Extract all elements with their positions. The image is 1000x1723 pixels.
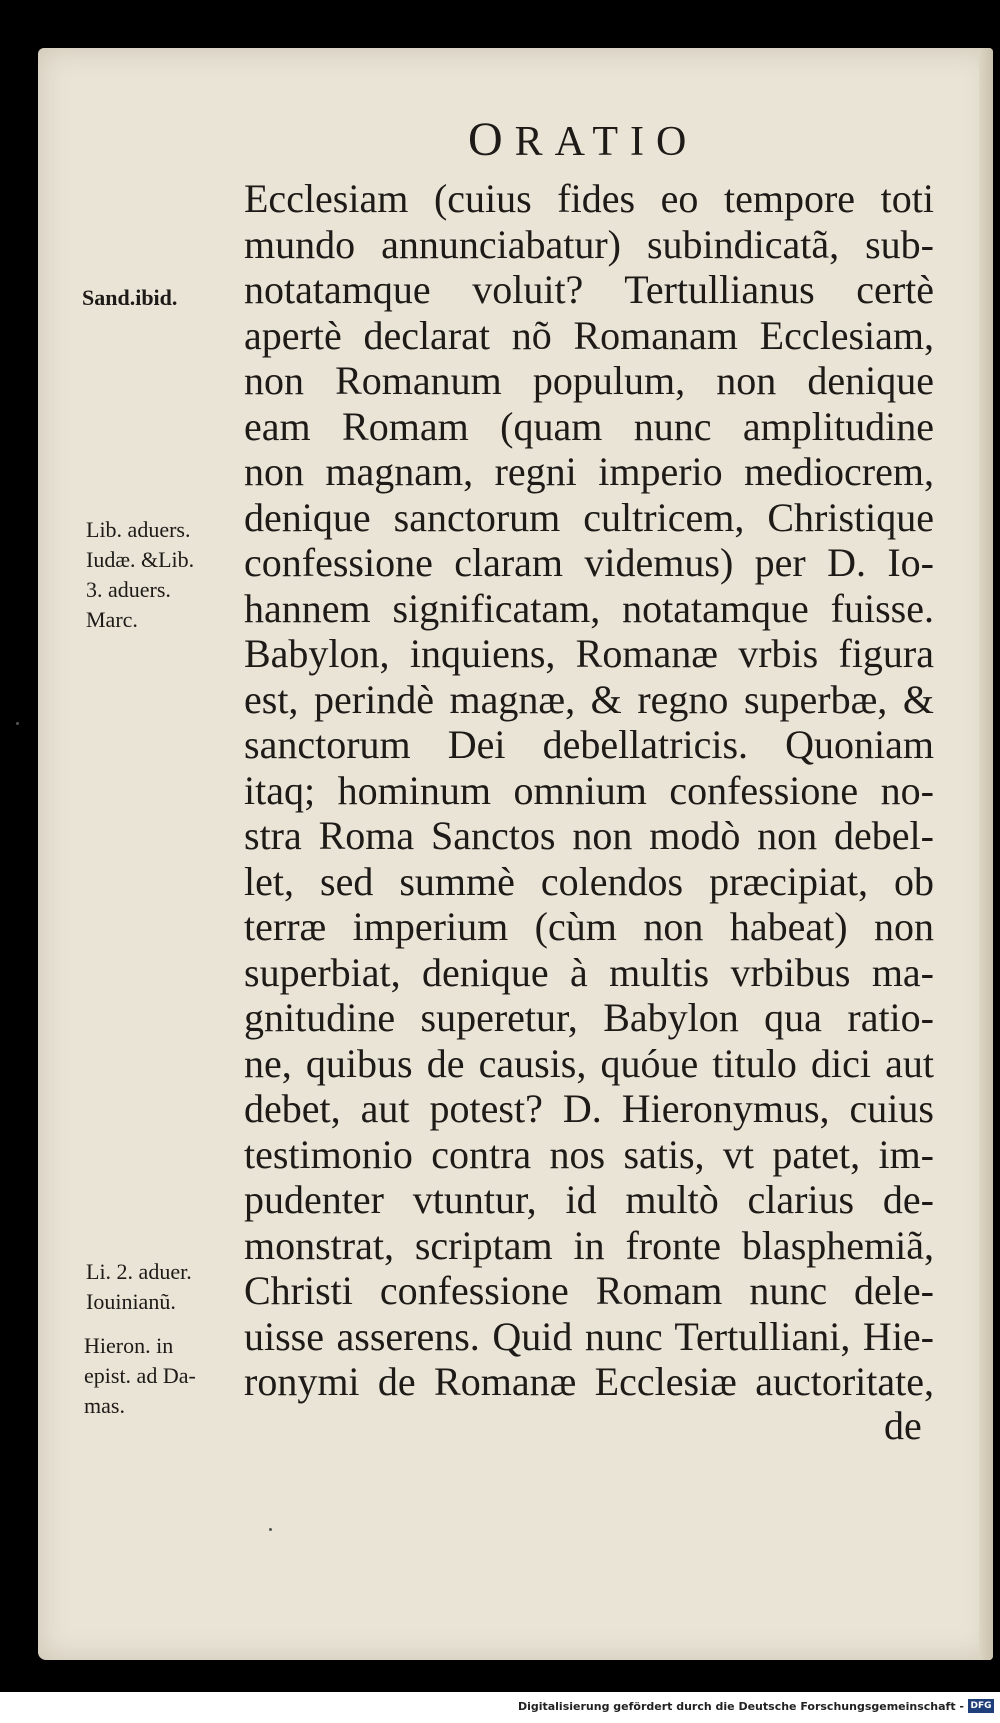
text-line: mundo annunciabatur) subindicatã, sub- — [244, 221, 934, 267]
text-line: let, sed summè colendos præcipiat, ob — [244, 858, 934, 904]
text-line: ronymi de Romanæ Ecclesiæ auctoritate, — [244, 1359, 934, 1404]
text-line: Ecclesiam (cuius fides eo tempore toti — [244, 176, 934, 221]
dfg-logo: DFG — [968, 1699, 994, 1713]
text-line: gnitudine superetur, Babylon qua ratio- — [244, 995, 934, 1040]
margin-note-hieron — [84, 1331, 196, 1421]
text-line: superbiat, denique à multis vrbibus ma- — [244, 949, 934, 995]
margin-note-line: Sand.ibid. — [82, 285, 178, 310]
ink-speck — [16, 722, 19, 725]
margin-note-line: Lib. aduers. — [86, 517, 191, 542]
margin-note-line: Hieron. in — [84, 1333, 174, 1358]
text-line: pudenter vtuntur, id multò clarius de- — [244, 1177, 934, 1222]
text-line: notatamque voluit? Tertullianus certè — [244, 267, 934, 312]
margin-note-line: Li. 2. aduer. — [86, 1259, 192, 1284]
text-line: stra Roma Sanctos non modò non debel- — [244, 813, 934, 858]
body-text — [244, 176, 934, 1405]
text-line: Christi confessione Romam nunc dele- — [244, 1268, 934, 1313]
text-line: monstrat, scriptam in fronte blasphemiã, — [244, 1222, 934, 1268]
text-line: confessione claram videmus) per D. Io- — [244, 540, 934, 585]
text-line: hannem significatam, notatamque fuisse. — [244, 585, 934, 631]
margin-note-line: Iouinianũ. — [86, 1289, 176, 1314]
funding-credit: Digitalisierung gefördert durch die Deutsche Forschungsgemeinschaft - — [517, 1700, 964, 1713]
text-line: uisse asserens. Quid nunc Tertulliani, Hie- — [244, 1313, 934, 1359]
text-line: sanctorum Dei debellatricis. Quoniam — [244, 722, 934, 767]
margin-note-iouinianum — [86, 1257, 192, 1317]
margin-note-lib-aduers — [86, 515, 194, 635]
running-head-rest: RATIO — [514, 119, 699, 165]
margin-note-line: Marc. — [86, 607, 138, 632]
text-line: Babylon, inquiens, Romanæ vrbis figura — [244, 631, 934, 676]
text-line: terræ imperium (cùm non habeat) non — [244, 904, 934, 949]
text-line: testimonio contra nos satis, vt patet, im- — [244, 1131, 934, 1177]
text-line: non magnam, regni imperio mediocrem, — [244, 449, 934, 494]
text-line: ne, quibus de causis, quóue titulo dici aut — [244, 1040, 934, 1086]
margin-note-line: epist. ad Da- — [84, 1363, 196, 1388]
margin-note-sand — [82, 283, 177, 313]
margin-note-line: Iudæ. &Lib. — [86, 547, 195, 572]
margin-note-line: mas. — [84, 1393, 125, 1418]
running-head-initial: O — [468, 113, 515, 166]
text-line: non Romanum populum, non denique — [244, 358, 934, 403]
running-head — [468, 112, 698, 167]
text-line: eam Romam (quam nunc amplitudine — [244, 403, 934, 449]
ink-speck — [269, 1528, 272, 1531]
text-line: debet, aut potest? D. Hieronymus, cuius — [244, 1086, 934, 1131]
text-line: est, perindè magnæ, & regno superbæ, & — [244, 676, 934, 722]
text-line: itaq; hominum omnium confessione no- — [244, 767, 934, 813]
catchword: de — [884, 1403, 922, 1448]
text-line: denique sanctorum cultricem, Christique — [244, 494, 934, 540]
text-line: apertè declarat nõ Romanam Ecclesiam, — [244, 312, 934, 358]
page-edge — [979, 48, 993, 1660]
margin-note-line: 3. aduers. — [86, 577, 171, 602]
